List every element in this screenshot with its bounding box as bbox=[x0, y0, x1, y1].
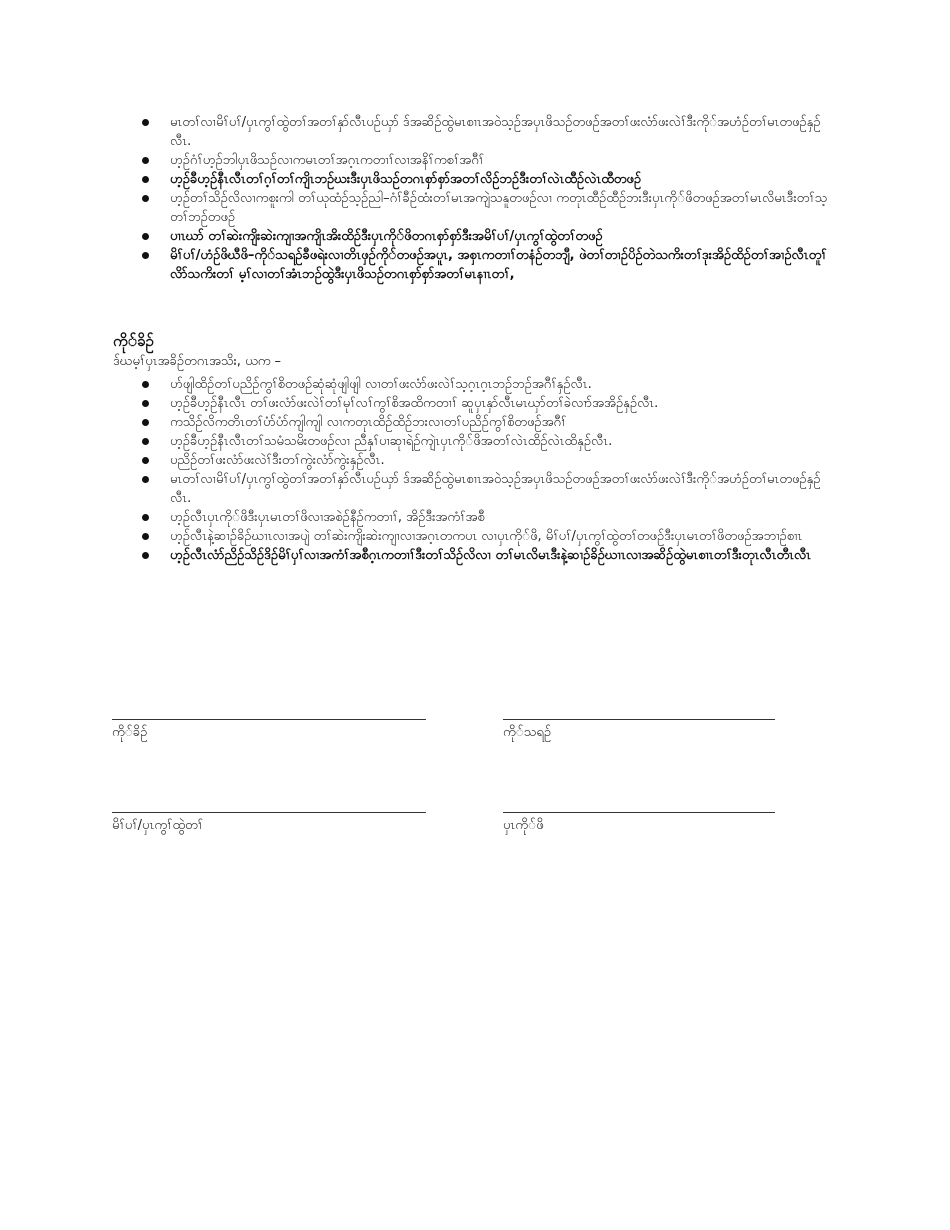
list-item bbox=[140, 470, 840, 508]
responsibilities-list-principal bbox=[140, 375, 840, 565]
signature-teacher bbox=[503, 719, 775, 742]
list-item-text: ပၢၤဃာ် တၢ်ဆဲးကျိးဆဲးကျၢအကျိၤအိးထိဉ်ဒီးပှၤကို်ဖိတဂၤစှာ်စှာ်ဒီးအမိၢ်ပၢ်/ပှၤကွၢ်ထွဲတၢ်တဖဉ် bbox=[170, 229, 603, 244]
list-item bbox=[140, 413, 840, 432]
signature-line bbox=[503, 812, 775, 813]
list-item-text: ဟ်ဖျါထိဉ်တၢ်ပညိဉ်ကွၢ်စိတဖဉ်ဆုံဆုံဖျါဖျါ လၢတၢ်ဖးလံာ်ဖးလဲၢ်သ့ဂ့ၤဂ့ၤဘဉ်ဘဉ်အဂီၢ်နှဉ်လီၤ. bbox=[170, 377, 592, 392]
list-item bbox=[140, 227, 840, 246]
bullet-icon bbox=[142, 252, 149, 259]
list-item bbox=[140, 246, 840, 284]
signature-label: ကို်ခိဉ် bbox=[112, 725, 148, 740]
bullet-icon bbox=[142, 533, 149, 540]
bullet-icon bbox=[142, 119, 149, 126]
signature-line bbox=[112, 812, 426, 813]
list-item bbox=[140, 432, 840, 451]
list-item-text: မၤတၢ်လၢမိၢ်ပၢ်/ပှၤကွၢ်ထွဲတၢ်အတၢ်နှာ်လီၤပဉ်ယှာ် ဒ်အဆိဉ်ထွဲမၤစၢၤအဝဲသ့ဉ်အပှၤဖိသဉ်တဖဉ်အတၢ်ဖးလံာ်ဖးလဲၢ်ဒီးကို်အဟံဉ်တၢ်မၤတဖဉ်နှဉ်လီၤ. bbox=[170, 115, 821, 149]
list-item bbox=[140, 113, 840, 151]
signature-line bbox=[112, 719, 426, 720]
list-item-text: ဟ့ဉ်လီၤနဲ့ဆၢဉ်ခိဉ်ဃၢၤလၢအပျဲ တၢ်ဆဲးကျိးဆဲးကျၢလၢအဂ့ၤတကပၤ လၢပှၤကို်ဖိ, မိၢ်ပၢ်/ပှၤကွၢ်ထွဲတၢ်တဖဉ်ဒီးပှၤမၤတၢ်ဖိတဖဉ်အဘၢဉ်စၢၤ bbox=[170, 529, 803, 544]
list-item bbox=[140, 451, 840, 470]
bullet-icon bbox=[142, 233, 149, 240]
signature-label: ကို်သရဉ် bbox=[503, 725, 552, 740]
list-item bbox=[140, 508, 840, 527]
list-item-text: ဟ့ဉ်ဂံၢ်ဟ့ဉ်ဘါပှၤဖိသဉ်လၢကမၤတၢ်အဂ့ၤကတၢၢ်လၢအနိၢ်ကစၢ်အဂီၢ် bbox=[170, 153, 485, 168]
list-item bbox=[140, 375, 840, 394]
list-item-text: ကသိဉ်လိကတိၤတၢ်ပံာ်ပံာ်ကျါကျါ လၢကတုၤထိဉ်ထိဉ်ဘးလၢတၢ်ပညိဉ်ကွၢ်စိတဖဉ်အဂီၢ် bbox=[170, 415, 567, 430]
bullet-icon bbox=[142, 457, 149, 464]
bullet-icon bbox=[142, 419, 149, 426]
list-item-text: မိၢ်ပၢ်/ဟံဉ်ဖိဃီဖိ–ကို်သရဉ်ခီဖရဲးလၢတိၤဖှဉ်ကို်တဖဉ်အပူၤ, အစှၤကတၢၢ်တနံဉ်တဘျီ, ဖဲတၢ်တၢဉ်ပိဉ်တဲသကိးတၢ်ဒုးအိဉ်ထိဉ်တၢ်အၢဉ်လီၤတူၢ်လိာ်သကိးတၢ် မ့ၢ်လၢတၢ်အံၤဘဉ်ထွဲဒီးပှၤဖိသဉ်တဂၤစှာ်စှာ်အတၢ်မၤနၢၤတၢ်, bbox=[170, 248, 827, 282]
section-heading-principal: ကို်ခိဉ် bbox=[113, 332, 154, 350]
bullet-icon bbox=[142, 476, 149, 483]
list-item bbox=[140, 151, 840, 170]
list-item-text: ဟ့ဉ်ခီဟ့ဉ်နီၤလီၤ တၢ်ဖးလံာ်ဖးလဲၢ်တၢ်မုၢ်လၢ်ကွၢ်စိအထိကတၢၢ် ဆူပှၤနှာ်လီၤမၤဃှာ်တၢ်ခဲလၢာ်အအိဉ်နှဉ်လီၤ. bbox=[170, 396, 659, 411]
list-item-text: မၤတၢ်လၢမိၢ်ပၢ်/ပှၤကွၢ်ထွဲတၢ်အတၢ်နှာ်လီၤပဉ်ယှာ် ဒ်အဆိဉ်ထွဲမၤစၢၤအဝဲသ့ဉ်အပှၤဖိသဉ်တဖဉ်အတၢ်ဖးလံာ်ဖးလဲၢ်ဒီးကို်အဟံဉ်တၢ်မၤတဖဉ်နှဉ်လီၤ. bbox=[170, 472, 821, 506]
bullet-icon bbox=[142, 157, 149, 164]
signature-principal bbox=[112, 719, 426, 742]
list-item bbox=[140, 546, 840, 565]
list-item bbox=[140, 527, 840, 546]
bullet-icon bbox=[142, 438, 149, 445]
bullet-icon bbox=[142, 176, 149, 183]
list-item-text: ဟ့ဉ်တၢ်သိဉ်လိလၢကစူးကါ တၢ်ယုထံဉ်သ့ဉ်ညါ–ဂံၢ်ခီဉ်ထံးတၢ်မၤအကျဲသနူတဖဉ်လၢ ကတုၤထီဉ်ထီဉ်ဘးဒီးပှၤကို်ဖိတဖဉ်အတၢ်မၤလိမၤဒီးတၢ်သ့တၢ်ဘဉ်တဖဉ် bbox=[170, 191, 828, 225]
bullet-icon bbox=[142, 552, 149, 559]
section-intro: ဒ်ဃမ့ၢ်ပှၤအခိဉ်တဂၤအသိး, ယက – bbox=[113, 354, 282, 369]
signature-student bbox=[503, 812, 775, 835]
list-item-text: ဟ့ဉ်လီၤပှၤကို်ဖိဒီးပှၤမၤတၢ်ဖိလၢအစဲဉ်နီဉ်ကတၢၢ်, အိဉ်ဒီးအကံၢ်အစီ bbox=[170, 510, 485, 525]
list-item-text: ဟ့ဉ်ခီဟ့ဉ်နီၤလီၤတၢ်သမံသမိးတဖဉ်လၢ ညီနှၢ်ပၢဆုၢရဲဉ်ကျဲၤပှၤကို်ဖိအတၢ်လဲၤထိဉ်လဲၤထိနှဉ်လီၤ. bbox=[170, 434, 613, 449]
signature-parent bbox=[112, 812, 426, 835]
signature-label: ပှၤကို်ဖိ bbox=[503, 818, 544, 833]
list-item-text: ပညိဉ်တၢ်ဖးလံာ်ဖးလဲၢ်ဒီးတၢ်ကွဲးလံာ်ကွဲးနှဉ်လီၤ. bbox=[170, 453, 385, 468]
list-item bbox=[140, 394, 840, 413]
bullet-icon bbox=[142, 195, 149, 202]
list-item-text: ဟ့ဉ်ခီဟ့ဉ်နီၤလီၤတၢ်ဂ့ၢ်တၢ်ကျိၤဘဉ်ဃးဒီးပှၤဖိသဉ်တဂၤစှာ်စှာ်အတၢ်လိဉ်ဘဉ်ဒီးတၢ်လဲၤထီဉ်လဲၤထီတဖဉ် bbox=[170, 172, 642, 187]
bullet-icon bbox=[142, 514, 149, 521]
bullet-icon bbox=[142, 381, 149, 388]
bullet-icon bbox=[142, 400, 149, 407]
list-item bbox=[140, 170, 840, 189]
list-item-text: ဟ့ဉ်လီၤလံာ်ညိဉ်သိဉ်ဒိဉ်မိၢ်ပှၢ်လၢအကံၢ်အစီဂ့ၤကတၢၢ်ဒီးတၢ်သိဉ်လိလၢ တၢ်မၤလိမၤဒီးနဲ့ဆၢဉ်ခိဉ်ဃၢၤလၢအဆိဉ်ထွဲမၤစၢၤတၢ်ဒီးတုၤလီၤတီၤလီၤ bbox=[170, 548, 812, 563]
signature-line bbox=[503, 719, 775, 720]
responsibilities-list-top bbox=[140, 113, 840, 284]
signature-label: မိၢ်ပၢ်/ပှၤကွၢ်ထွဲတၢ် bbox=[112, 818, 204, 833]
list-item bbox=[140, 189, 840, 227]
